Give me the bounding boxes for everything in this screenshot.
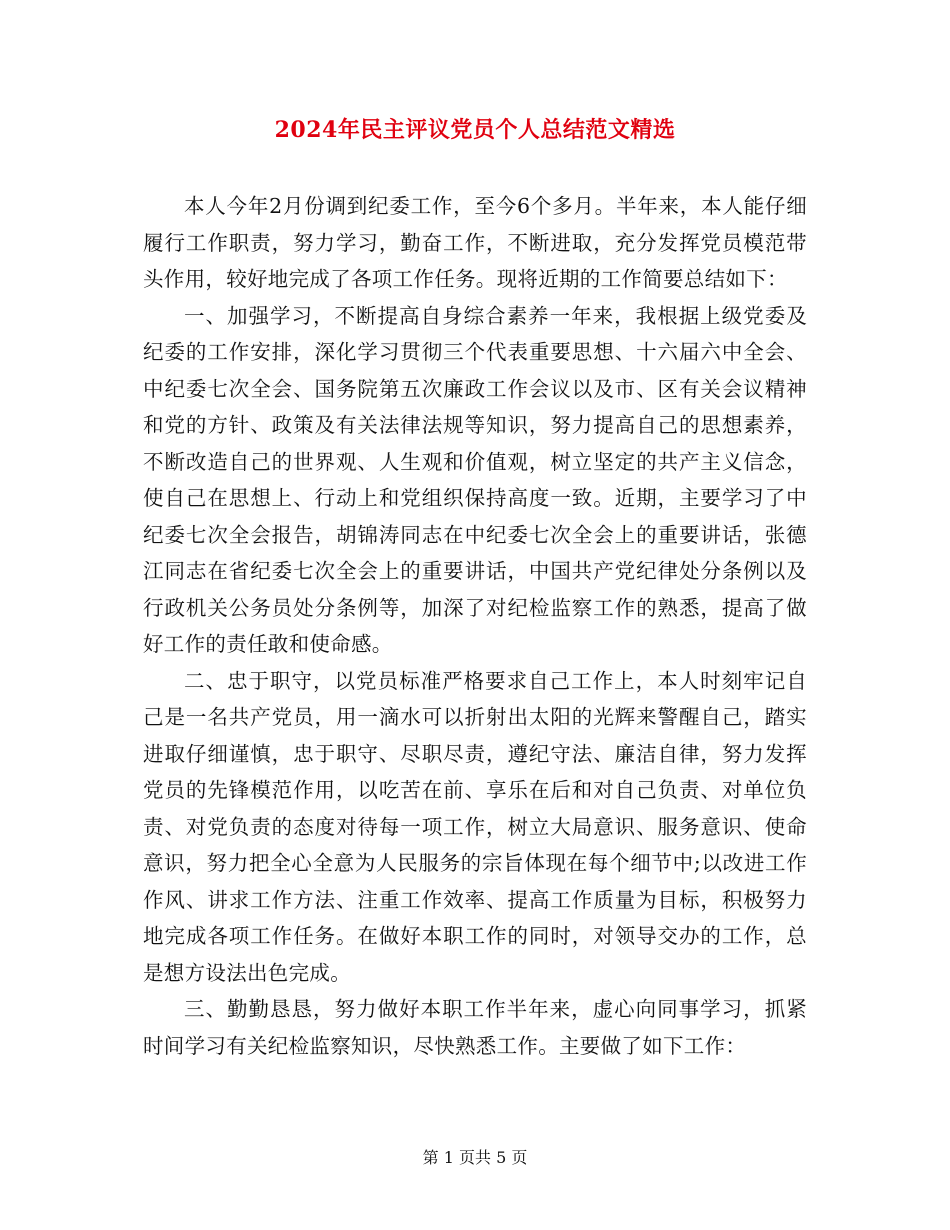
paragraph-section-2: 二、忠于职守，以党员标准严格要求自己工作上，本人时刻牢记自己是一名共产党员，用一滴水可以折射出太阳的光辉来警醒自己，踏实进取仔细谨慎，忠于职守、尽职尽责，遵纪守法、廉洁自律，努力发挥党员的先锋模范作用，以吃苦在前、享乐在后和对自己负责、对单位负责、对党负责的态度对待每一项工作，树立大局意识、服务意识、使命意识，努力把全心全意为人民服务的宗旨体现在每个细节中;以改进工作作风、讲求工作方法、注重工作效率、提高工作质量为目标，积极努力地完成各项工作任务。在做好本职工作的同时，对领导交办的工作，总是想方设法出色完成。 bbox=[143, 668, 807, 985]
document-body bbox=[143, 188, 807, 1064]
paragraph-intro: 本人今年2月份调到纪委工作，至今6个多月。半年来，本人能仔细履行工作职责，努力学习，勤奋工作，不断进取，充分发挥党员模范带头作用，较好地完成了各项工作任务。现将近期的工作简要总结如下： bbox=[143, 194, 807, 291]
page-footer: 第 1 页共 5 页 bbox=[422, 1148, 528, 1167]
paragraph-section-3: 三、勤勤恳恳，努力做好本职工作半年来，虚心向同事学习，抓紧时间学习有关纪检监察知识，尽快熟悉工作。主要做了如下工作： bbox=[143, 997, 807, 1058]
document-title: 2024年民主评议党员个人总结范文精选 bbox=[274, 117, 676, 143]
paragraph-section-1: 一、加强学习，不断提高自身综合素养一年来，我根据上级党委及纪委的工作安排，深化学习贯彻三个代表重要思想、十六届六中全会、中纪委七次全会、国务院第五次廉政工作会议以及市、区有关会议精神和党的方针、政策及有关法律法规等知识，努力提高自己的思想素养，不断改造自己的世界观、人生观和价值观，树立坚定的共产主义信念，使自己在思想上、行动上和党组织保持高度一致。近期，主要学习了中纪委七次全会报告，胡锦涛同志在中纪委七次全会上的重要讲话，张德江同志在省纪委七次全会上的重要讲话，中国共产党纪律处分条例以及行政机关公务员处分条例等，加深了对纪检监察工作的熟悉，提高了做好工作的责任敢和使命感。 bbox=[143, 303, 807, 656]
